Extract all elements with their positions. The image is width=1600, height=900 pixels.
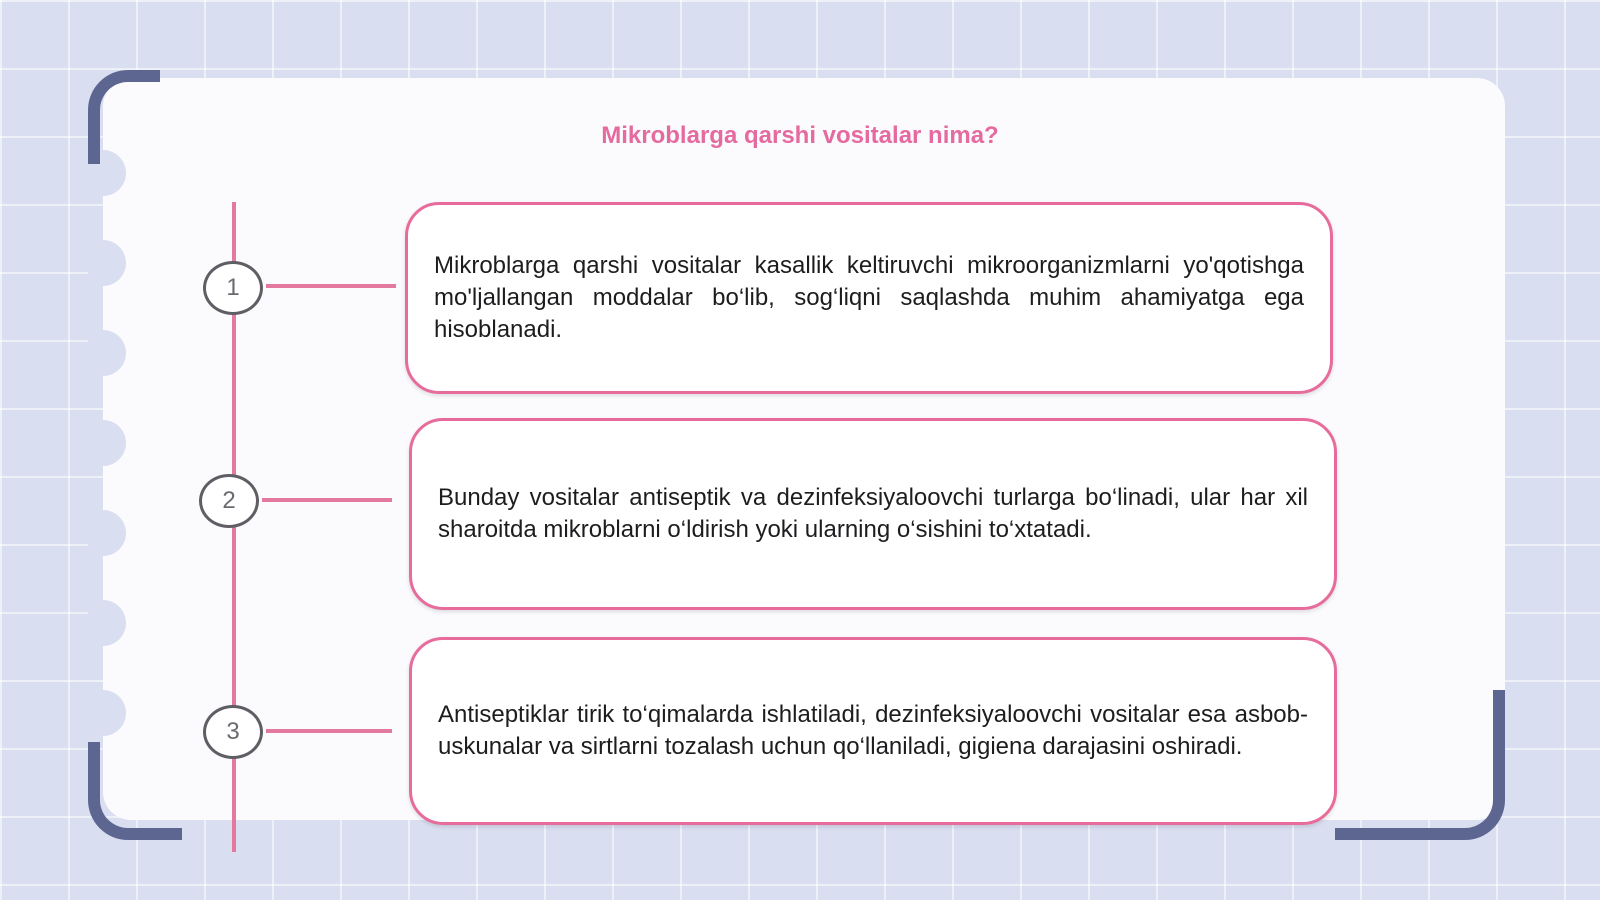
step-number-badge: 1 xyxy=(203,261,263,315)
step-connector xyxy=(262,498,392,502)
corner-bracket-bottom-right xyxy=(1335,690,1505,840)
step-card xyxy=(405,202,1333,394)
step-text: Bunday vositalar antiseptik va dezinfeksiyaloovchi turlarga bo‘linadi, ular har xil sharoitda mikroblarni o‘ldirish yoki ularning o‘sishini to‘xtatadi. xyxy=(438,484,1308,543)
corner-bracket-bottom-left xyxy=(88,742,182,840)
step-text: Antiseptiklar tirik to‘qimalarda ishlatiladi, dezinfeksiyaloovchi vositalar esa asbob-uskunalar va sirtlarni tozalash uchun qo‘llaniladi, gigiena darajasini oshiradi. xyxy=(438,701,1308,760)
slide-title: Mikroblarga qarshi vositalar nima? xyxy=(601,122,999,149)
step-connector xyxy=(266,284,396,288)
step-number-badge: 2 xyxy=(199,474,259,528)
step-connector xyxy=(266,729,392,733)
step-card xyxy=(409,637,1337,825)
step-card xyxy=(409,418,1337,610)
step-text: Mikroblarga qarshi vositalar kasallik keltiruvchi mikroorganizmlarni yo'qotishga mo'ljallangan moddalar bo‘lib, sog‘liqni saqlashda muhim ahamiyatga ega hisoblanadi. xyxy=(434,252,1304,343)
step-number-badge: 3 xyxy=(203,705,263,759)
